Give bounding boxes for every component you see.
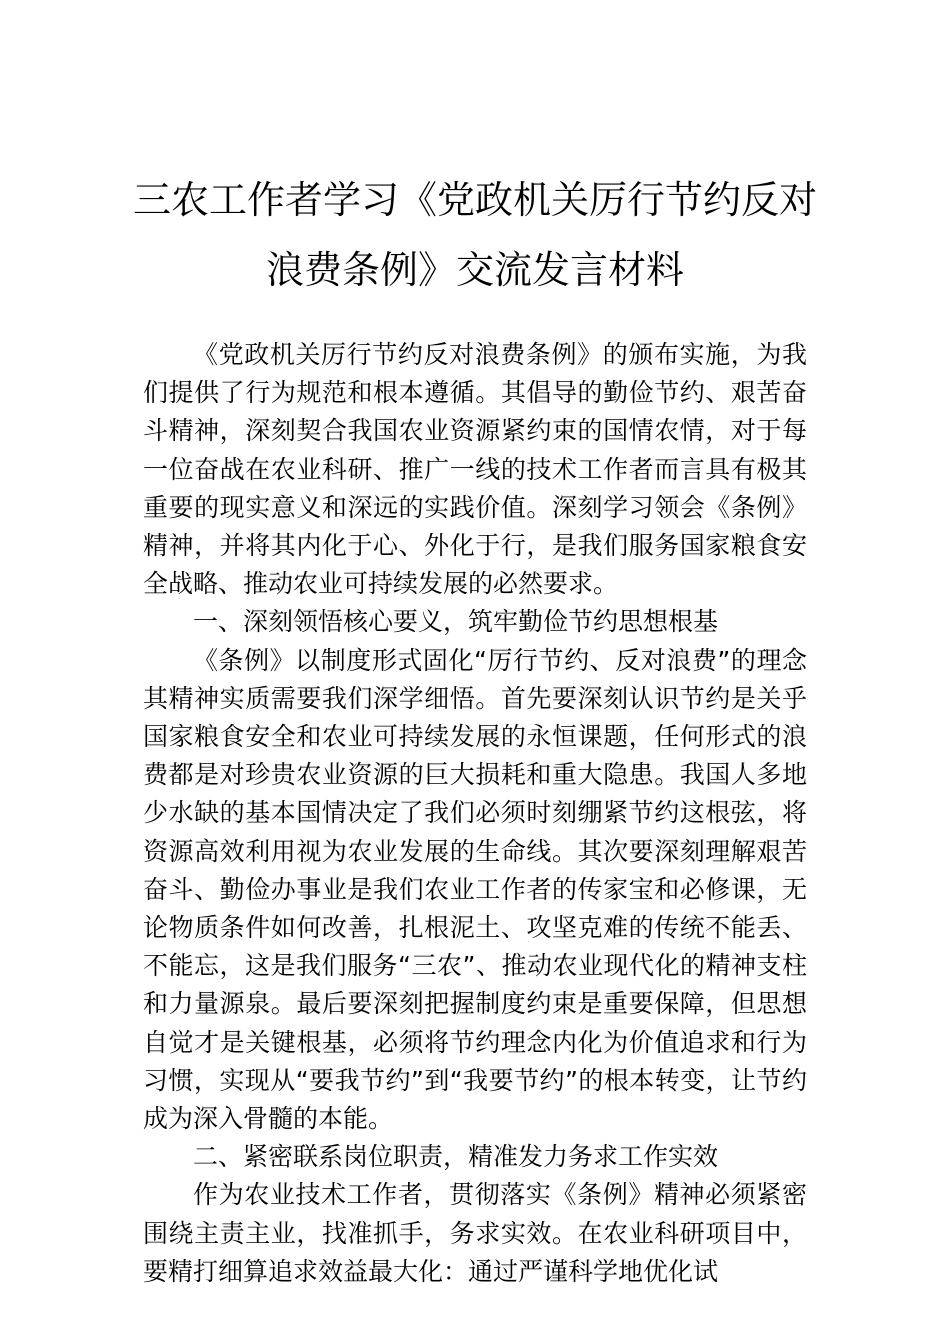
section-1-paragraph: 《条例》以制度形式固化“厉行节约、反对浪费”的理念其精神实质需要我们深学细悟。首先要深刻认识节约是关乎国家粮食安全和农业可持续发展的永恒课题，任何形式的浪费都是对珍贵农业资源的巨大损耗和重大隐患。我国人多地少水缺的基本国情决定了我们必须时刻绷紧节约这根弦，将资源高效利用视为农业发展的生命线。其次要深刻理解艰苦奋斗、勤俭办事业是我们农业工作者的传家宝和必修课，无论物质条件如何改善，扎根泥土、攻坚克难的传统不能丢、不能忘，这是我们服务“三农”、推动农业现代化的精神支柱和力量源泉。最后要深刻把握制度约束是重要保障，但思想自觉才是关键根基，必须将节约理念内化为价值追求和行为习惯，实现从“要我节约”到“我要节约”的根本转变，让节约成为深入骨髓的本能。: [143, 645, 807, 1134]
section-heading-2: 二、紧密联系岗位职责，精准发力务求工作实效: [193, 1142, 719, 1172]
document-title-line-2: 浪费条例》交流发言材料: [265, 248, 684, 292]
intro-paragraph: 《党政机关厉行节约反对浪费条例》的颁布实施，为我们提供了行为规范和根本遵循。其倡导的勤俭节约、艰苦奋斗精神，深刻契合我国农业资源紧约束的国情农情，对于每一位奋战在农业科研、推广一线的技术工作者而言具有极其重要的现实意义和深远的实践价值。深刻学习领会《条例》精神，并将其内化于心、外化于行，是我们服务国家粮食安全战略、推动农业可持续发展的必然要求。: [143, 340, 807, 599]
section-heading-1: 一、深刻领悟核心要义，筑牢勤俭节约思想根基: [193, 607, 719, 637]
section-2-paragraph: 作为农业技术工作者，贯彻落实《条例》精神必须紧密围绕主责主业，找准抓手，务求实效。在农业科研项目中，要精打细算追求效益最大化：通过严谨科学地优化试: [143, 1180, 807, 1286]
document-title-line-1: 三农工作者学习《党政机关厉行节约反对: [132, 178, 817, 222]
document-body: [143, 336, 807, 1291]
